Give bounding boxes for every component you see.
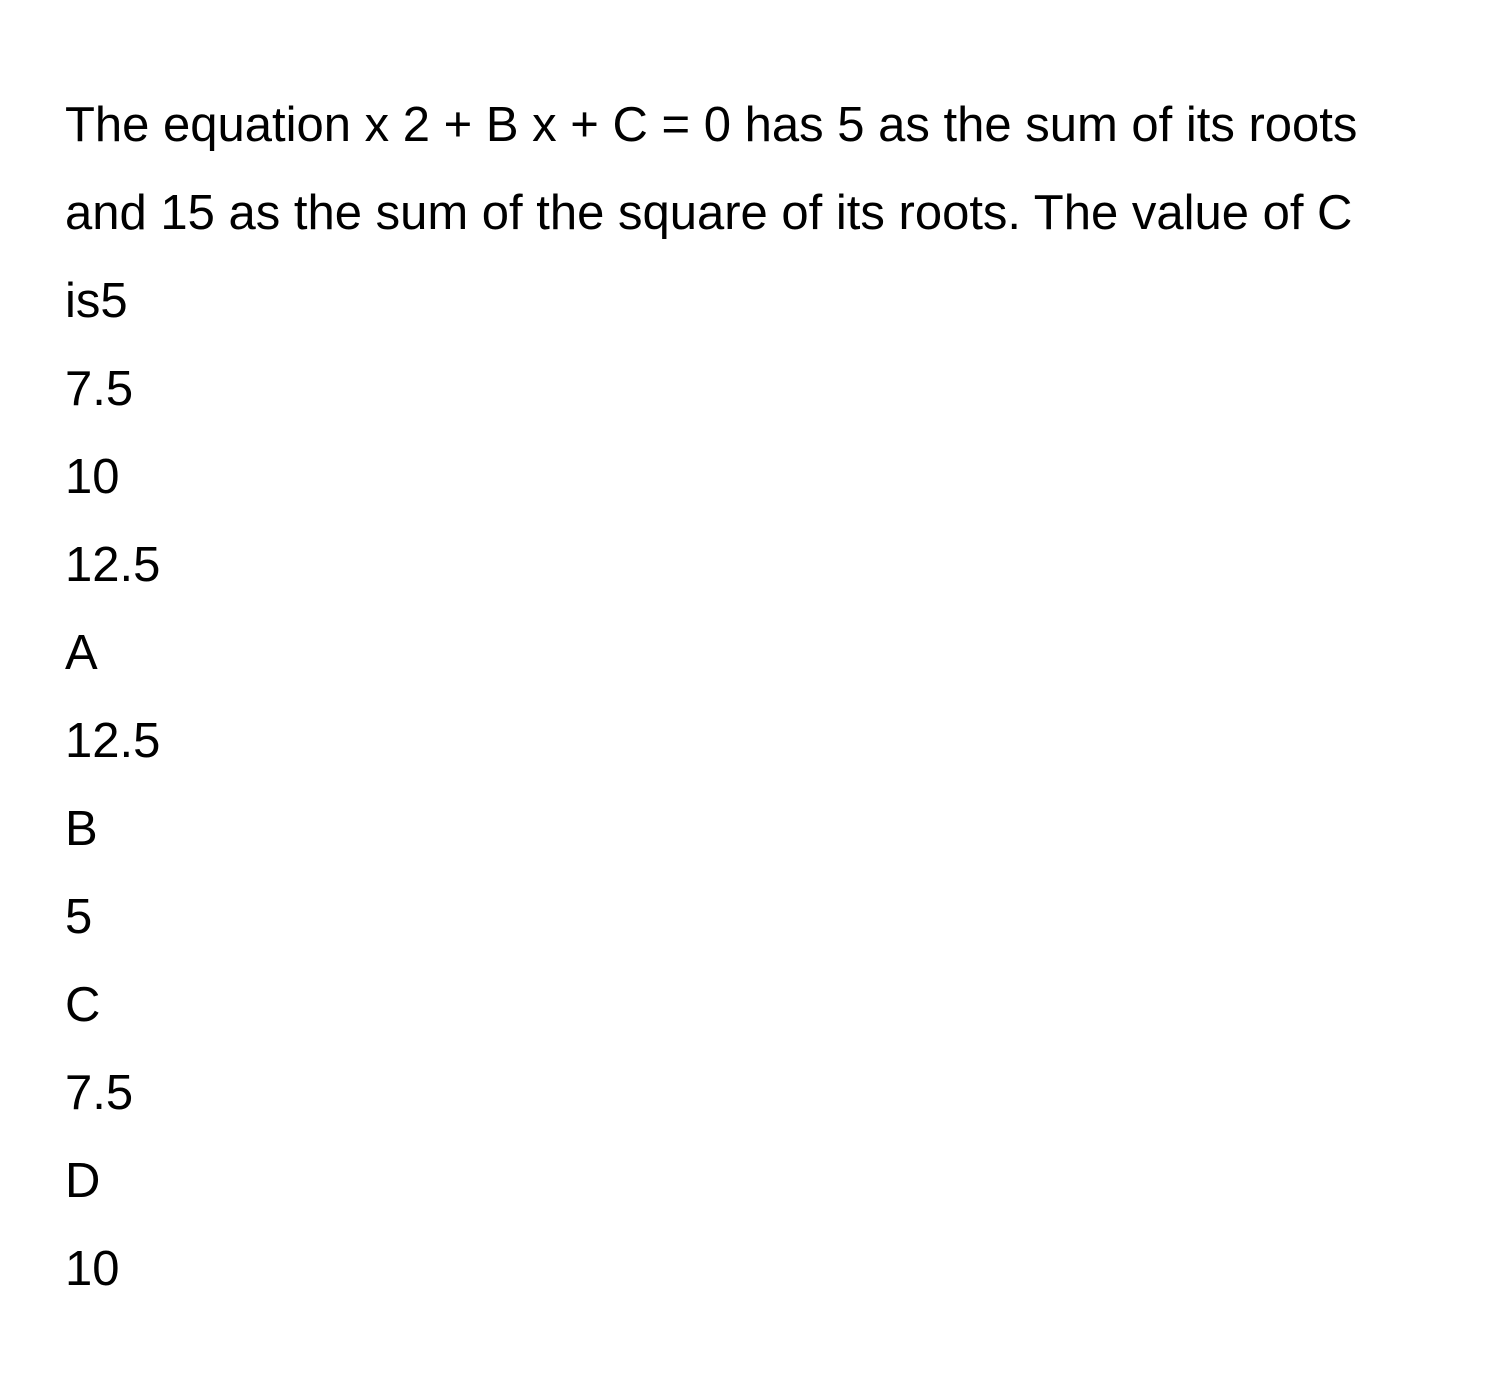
option-letter-a[interactable]: A xyxy=(65,626,98,680)
option-value-d[interactable]: 10 xyxy=(65,1242,120,1296)
option-value-a[interactable]: 12.5 xyxy=(65,714,161,768)
loose-value: 12.5 xyxy=(65,538,161,592)
option-value-b[interactable]: 5 xyxy=(65,890,93,944)
question-text: The equation x 2 + B x + C = 0 has 5 as the sum of its roots and 15 as the sum of the square of its roots. The value of C is5 xyxy=(65,98,1358,328)
option-letter-d[interactable]: D xyxy=(65,1154,101,1208)
loose-value: 10 xyxy=(65,450,120,504)
option-letter-c[interactable]: C xyxy=(65,978,101,1032)
loose-value: 7.5 xyxy=(65,362,134,416)
option-letter-b[interactable]: B xyxy=(65,802,98,856)
option-value-c[interactable]: 7.5 xyxy=(65,1066,134,1120)
question-page xyxy=(65,81,1445,1313)
